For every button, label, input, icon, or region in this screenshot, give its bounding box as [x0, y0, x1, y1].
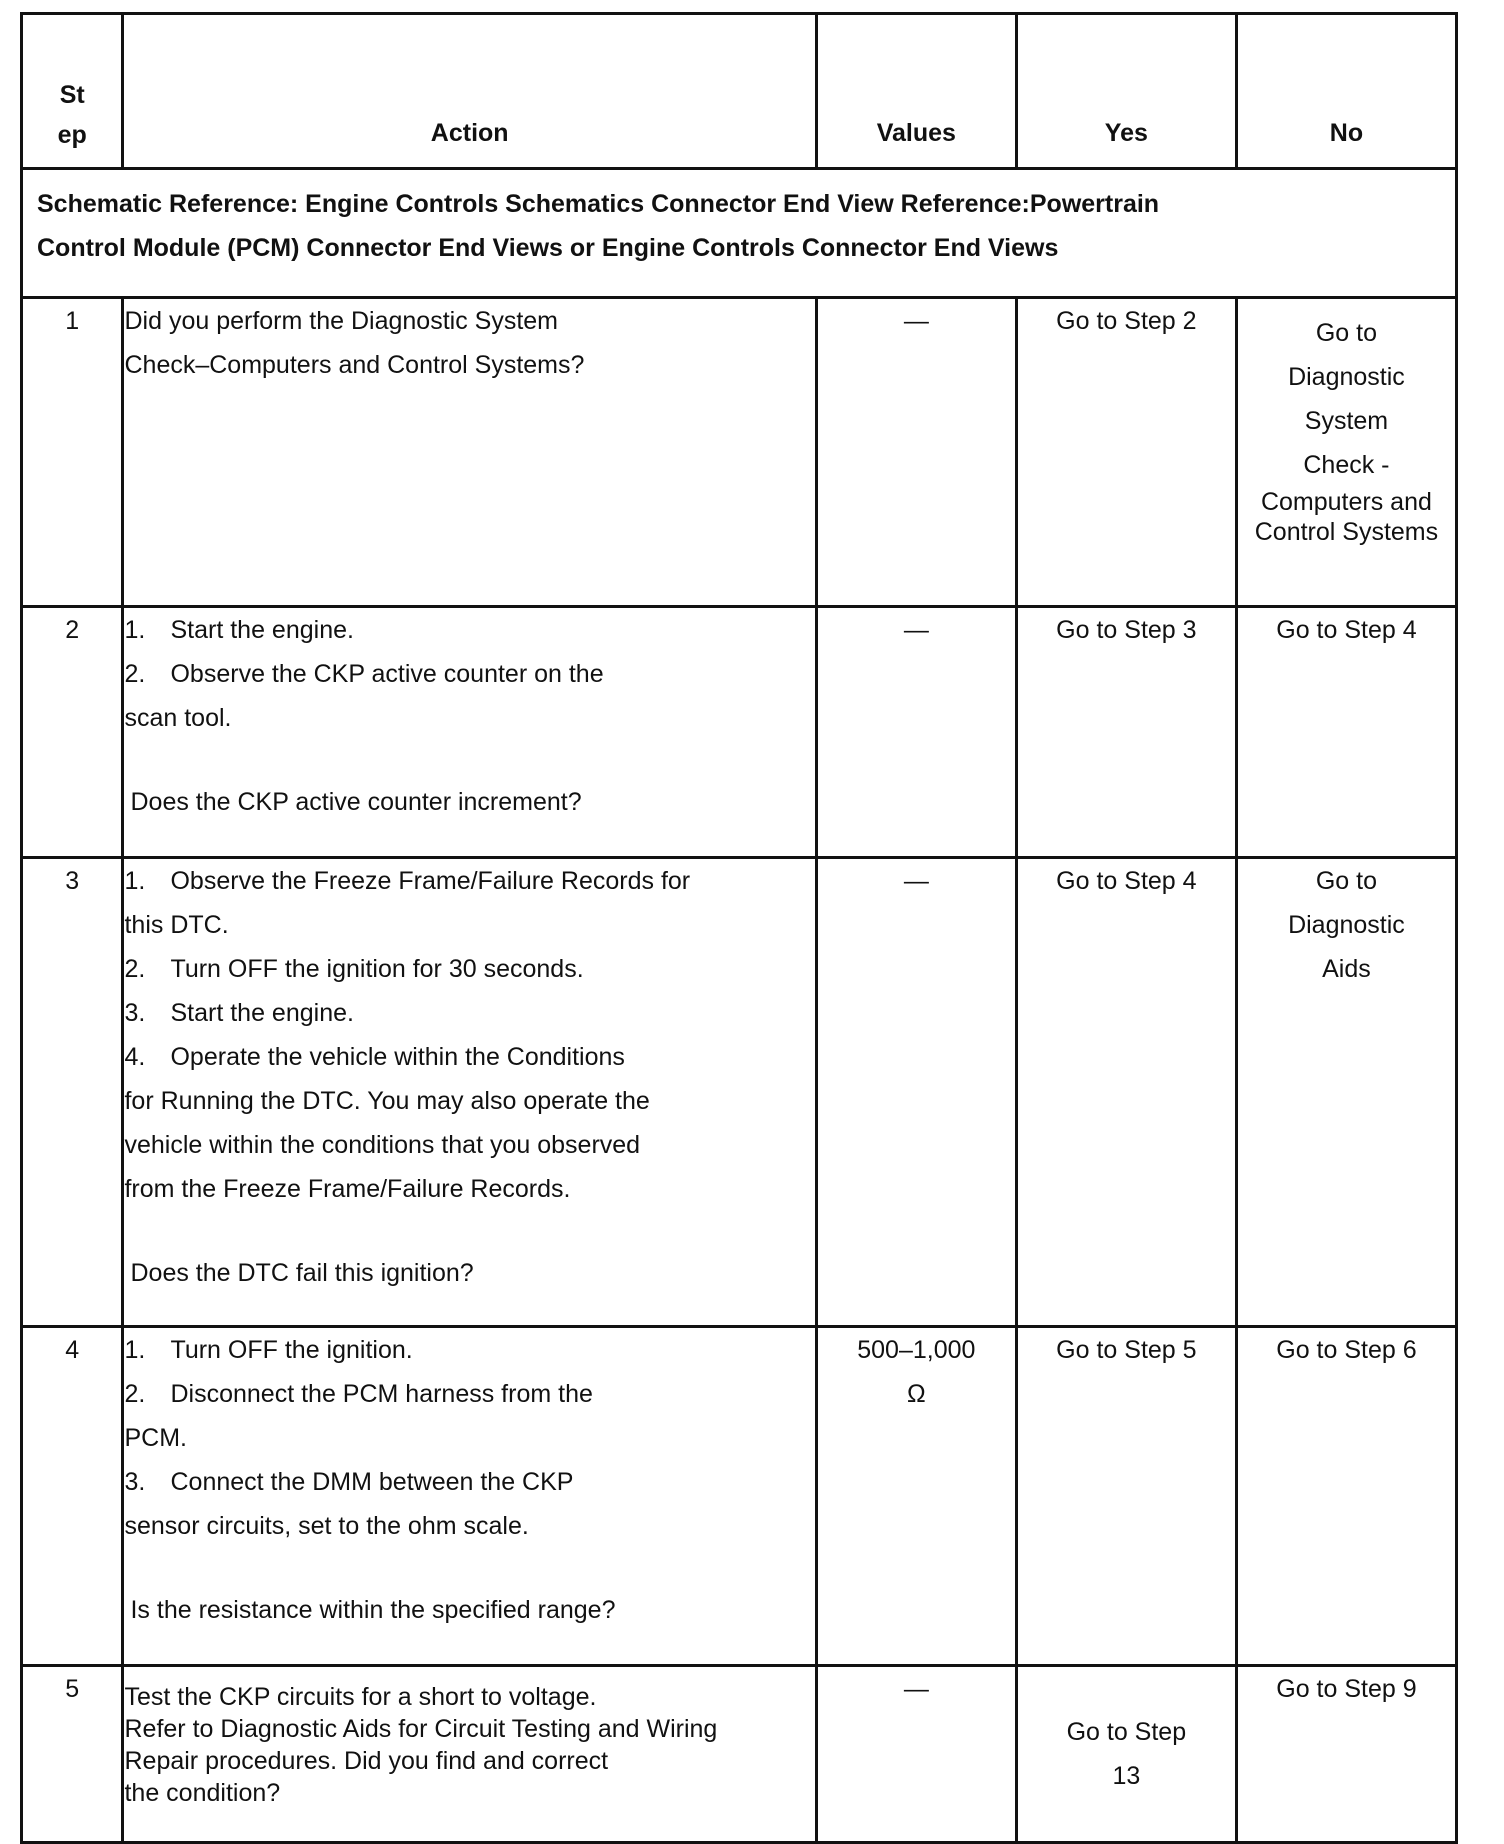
- value-cell: —: [816, 858, 1016, 1327]
- yes-cell: Go to Step 3: [1016, 607, 1236, 858]
- question-text: Does the CKP active counter increment?: [130, 788, 582, 816]
- header-yes: Yes: [1016, 14, 1236, 169]
- question-text: Does the DTC fail this ignition?: [130, 1259, 474, 1287]
- action-cell: Did you perform the Diagnostic System Check–Computers and Control Systems?: [123, 298, 816, 607]
- no-cell: Go to Step 9: [1236, 1666, 1456, 1843]
- step-number: 3: [22, 858, 123, 1327]
- header-step: St ep: [22, 14, 123, 169]
- step-number: 5: [22, 1666, 123, 1843]
- action-cell: Test the CKP circuits for a short to voltage. Refer to Diagnostic Aids for Circuit Testing and Wiring Repair procedures. Did you find and correct the condition?: [123, 1666, 816, 1843]
- yes-cell: Go to Step 2: [1016, 298, 1236, 607]
- action-cell: 1. Start the engine. 2. Observe the CKP active counter on the scan tool. Does the CKP active counter increment?: [123, 607, 816, 858]
- step-number: 2: [22, 607, 123, 858]
- action-cell: 1. Turn OFF the ignition. 2. Disconnect the PCM harness from the PCM. 3. Connect the DMM between the CKP sensor circuits, set to the ohm scale. Is the resistance within the specified range?: [123, 1327, 816, 1666]
- table-row: [22, 1666, 1457, 1843]
- value-cell: —: [816, 607, 1016, 858]
- header-row: [22, 14, 1457, 169]
- table-row: [22, 1327, 1457, 1666]
- table-row: [22, 607, 1457, 858]
- diagnostic-table: [20, 12, 1458, 1844]
- step-number: 1: [22, 298, 123, 607]
- yes-cell: Go to Step 4: [1016, 858, 1236, 1327]
- schematic-reference: Schematic Reference: Engine Controls Schematics Connector End View Reference:Powertrain Control Module (PCM) Connector End Views or Engine Controls Connector End Views: [22, 169, 1457, 298]
- no-cell: Go to Step 6: [1236, 1327, 1456, 1666]
- step-number: 4: [22, 1327, 123, 1666]
- yes-cell: Go to Step 5: [1016, 1327, 1236, 1666]
- table-row: [22, 858, 1457, 1327]
- no-cell: Go to Diagnostic System Check - Computers and Control Systems: [1236, 298, 1456, 607]
- value-cell: —: [816, 1666, 1016, 1843]
- value-cell: —: [816, 298, 1016, 607]
- question-text: Is the resistance within the specified range?: [130, 1596, 616, 1624]
- action-cell: 1. Observe the Freeze Frame/Failure Records for this DTC. 2. Turn OFF the ignition for 30 seconds. 3. Start the engine. 4. Operate the vehicle within the Conditions for Running the DTC. You may also operate the vehicle within the conditions that you observed from the Freeze Frame/Failure Records. Does the DTC fail this ignition?: [123, 858, 816, 1327]
- schematic-reference-row: [22, 169, 1457, 298]
- value-cell: 500–1,000 Ω: [816, 1327, 1016, 1666]
- table-row: [22, 298, 1457, 607]
- yes-cell: Go to Step 13: [1016, 1666, 1236, 1843]
- header-no: No: [1236, 14, 1456, 169]
- header-action: Action: [123, 14, 816, 169]
- header-values: Values: [816, 14, 1016, 169]
- no-cell: Go to Step 4: [1236, 607, 1456, 858]
- no-cell: Go to Diagnostic Aids: [1236, 858, 1456, 1327]
